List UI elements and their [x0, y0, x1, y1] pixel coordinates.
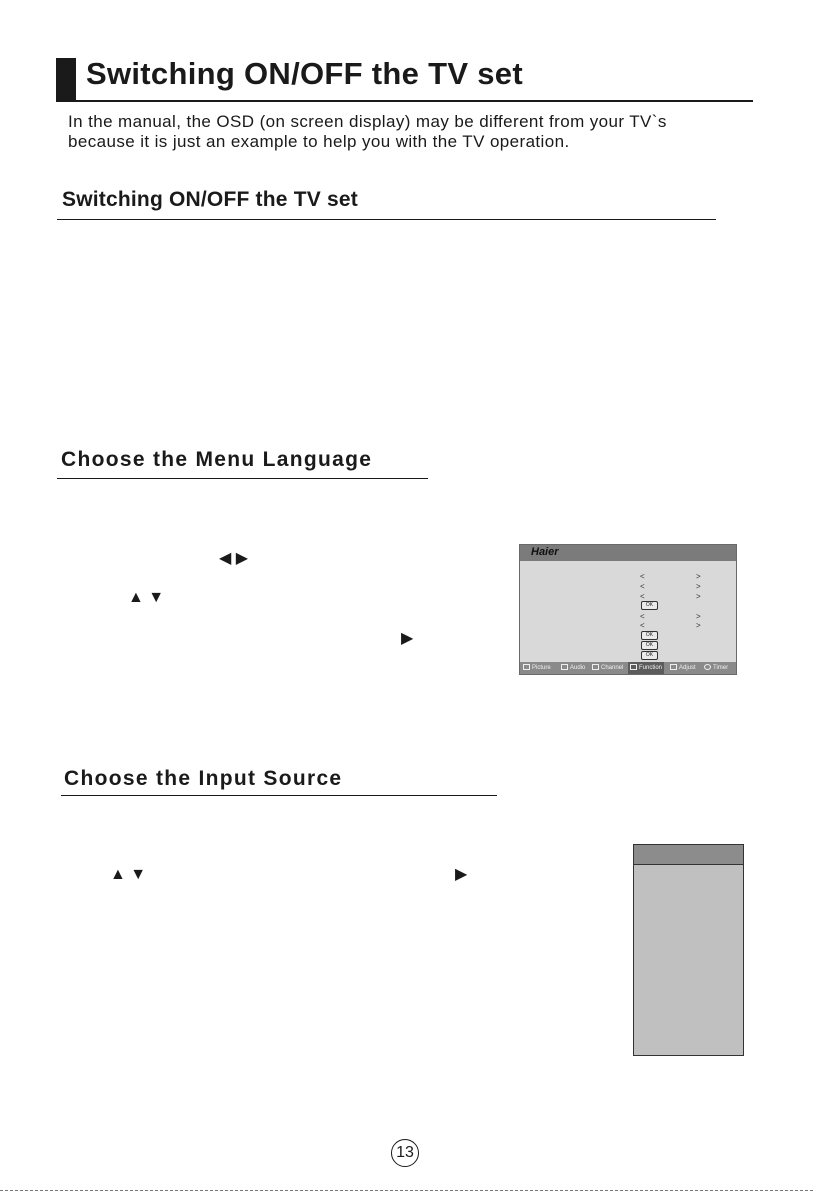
osd-row [520, 572, 736, 581]
right-chevron-icon: > [696, 572, 701, 581]
osd-tab-channel: Channel [592, 662, 623, 674]
left-right-arrows-icon: ◀ ▶ [219, 550, 249, 567]
section-rule-power [57, 219, 716, 220]
up-down-arrows-icon: ▲ ▼ [128, 589, 165, 606]
right-chevron-icon: > [696, 592, 701, 601]
osd-ok-button: OK [641, 601, 658, 610]
osd-ok-button: OK [641, 651, 658, 660]
page-title: Switching ON/OFF the TV set [86, 56, 523, 91]
intro-line-1: In the manual, the OSD (on screen display) may be different from your TV`s [68, 112, 667, 131]
input-source-header [634, 845, 743, 865]
section-rule-source [61, 795, 497, 796]
osd-ok-button: OK [641, 631, 658, 640]
function-icon [630, 664, 637, 670]
intro-line-2: because it is just an example to help you with the TV operation. [68, 132, 570, 151]
input-source-menu [633, 844, 744, 1056]
osd-row [520, 612, 736, 621]
osd-menu-screenshot [519, 544, 737, 675]
picture-icon [523, 664, 530, 670]
osd-tab-picture: Picture [523, 662, 551, 674]
osd-row [520, 582, 736, 591]
osd-tab-timer: Timer [704, 662, 728, 674]
left-chevron-icon: < [640, 592, 645, 601]
page-edge-divider [0, 1190, 813, 1191]
osd-tab-bar [520, 662, 736, 674]
section-title-power: Switching ON/OFF the TV set [62, 188, 358, 211]
right-arrow-icon: ▶ [401, 630, 414, 647]
section-title-language: Choose the Menu Language [61, 448, 373, 471]
osd-row [520, 621, 736, 630]
right-chevron-icon: > [696, 612, 701, 621]
section-rule-language [57, 478, 428, 479]
left-chevron-icon: < [640, 582, 645, 591]
title-underline [56, 100, 753, 102]
adjust-icon [670, 664, 677, 670]
right-arrow-icon: ▶ [455, 866, 468, 883]
osd-tab-audio: Audio [561, 662, 585, 674]
title-bar-marker [56, 58, 76, 100]
channel-grid-icon [592, 664, 599, 670]
clock-icon [704, 664, 711, 670]
page-number: 13 [391, 1139, 419, 1167]
left-chevron-icon: < [640, 612, 645, 621]
osd-ok-button: OK [641, 641, 658, 650]
osd-tab-adjust: Adjust [670, 662, 696, 674]
right-chevron-icon: > [696, 582, 701, 591]
speaker-icon [561, 664, 568, 670]
section-title-source: Choose the Input Source [64, 767, 343, 790]
osd-header [520, 545, 736, 561]
right-chevron-icon: > [696, 621, 701, 630]
intro-text [68, 112, 667, 152]
up-down-arrows-icon: ▲ ▼ [110, 866, 147, 883]
left-chevron-icon: < [640, 572, 645, 581]
osd-tab-function: Function [628, 662, 664, 674]
osd-brand-logo: Haier [531, 546, 559, 558]
osd-row [520, 592, 736, 601]
left-chevron-icon: < [640, 621, 645, 630]
